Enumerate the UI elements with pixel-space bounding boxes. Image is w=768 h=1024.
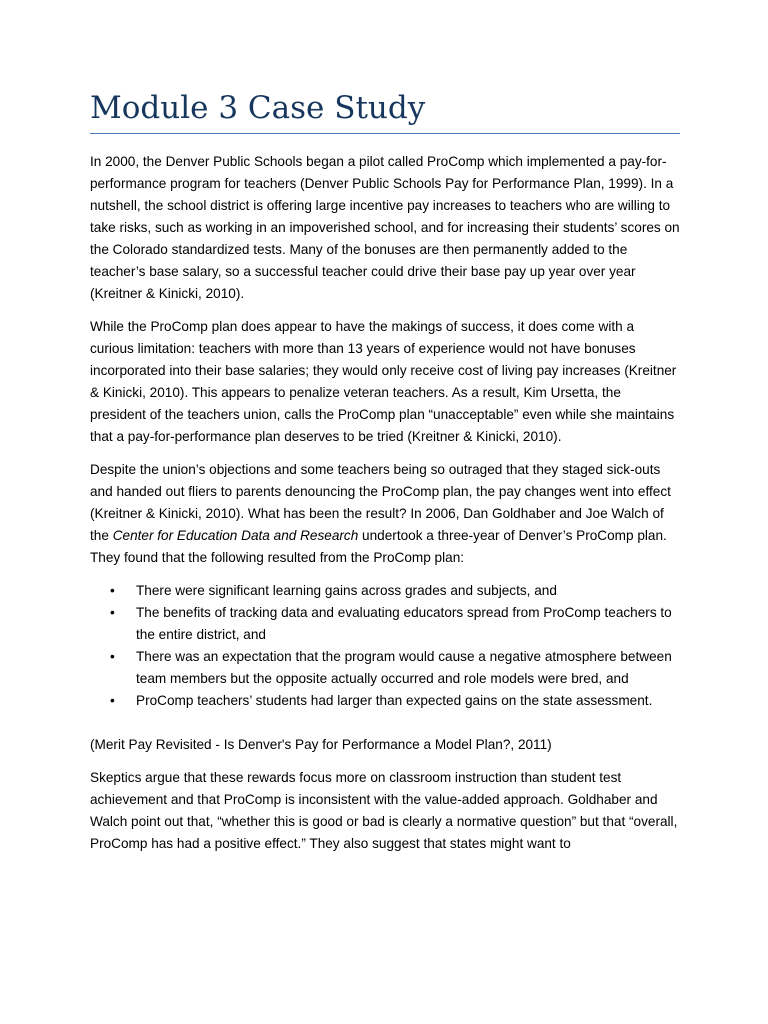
page-title: Module 3 Case Study [90, 90, 426, 126]
list-item-text: ProComp teachers’ students had larger than expected gains on the state assessment. [136, 693, 653, 708]
paragraph-result-text-2: undertook a three-year of Denver’s ProComp plan. They found that the following resulted from the ProComp plan: [90, 528, 667, 565]
list-item [90, 690, 680, 712]
list-item-text: The benefits of tracking data and evaluating educators spread from ProComp teachers to the entire district, and [136, 605, 672, 642]
findings-list [90, 580, 680, 712]
bullet-icon: • [110, 583, 115, 598]
paragraph-skeptics: Skeptics argue that these rewards focus more on classroom instruction than student test achievement and that ProComp is inconsistent with the value-added approach. Goldhaber and Walch point out that, “whether this is good or bad is clearly a normative question” but that “overall, ProComp has had a positive effect.” They also suggest that states might want to [90, 770, 678, 851]
organization-name: Center for Education Data and Research [112, 528, 359, 543]
citation: (Merit Pay Revisited - Is Denver's Pay for Performance a Model Plan?, 2011) [90, 737, 552, 752]
paragraph-intro: In 2000, the Denver Public Schools began a pilot called ProComp which implemented a pay-for-performance program for teachers (Denver Public Schools Pay for Performance Plan, 1999). In a nutshell, the school district is offering large incentive pay increases to teachers who are willing to take risks, such as working in an impoverished school, and for increasing their students’ scores on the Colorado standardized tests. Many of the bonuses are then permanently added to the teacher’s base salary, so a successful teacher could drive their base pay up year over year (Kreitner & Kinicki, 2010). [90, 154, 680, 301]
list-item-text: There were significant learning gains across grades and subjects, and [136, 583, 557, 598]
list-item [90, 580, 680, 602]
paragraph-result-text-1: Despite the union’s objections and some teachers being so outraged that they staged sick-outs and handed out fliers to parents denouncing the ProComp plan, the pay changes went into effect (Kreitner & Kinicki, 2010). What has been the result? In 2006, Dan Goldhaber and Joe Walch of the [90, 462, 671, 543]
list-item-text: There was an expectation that the program would cause a negative atmosphere between team members but the opposite actually occurred and role models were bred, and [136, 649, 672, 686]
list-item [90, 646, 680, 690]
title-underline-divider [90, 133, 680, 134]
bullet-icon: • [110, 693, 115, 708]
bullet-icon: • [110, 605, 115, 620]
paragraph-result [90, 459, 680, 569]
list-item [90, 602, 680, 646]
bullet-icon: • [110, 649, 115, 664]
document-body [90, 151, 680, 866]
paragraph-limitation: While the ProComp plan does appear to have the makings of success, it does come with a curious limitation: teachers with more than 13 years of experience would not have bonuses incorporated into their base salaries; they would only receive cost of living pay increases (Kreitner & Kinicki, 2010). This appears to penalize veteran teachers. As a result, Kim Ursetta, the president of the teachers union, calls the ProComp plan “unacceptable” even while she maintains that a pay-for-performance plan deserves to be tried (Kreitner & Kinicki, 2010). [90, 319, 677, 444]
